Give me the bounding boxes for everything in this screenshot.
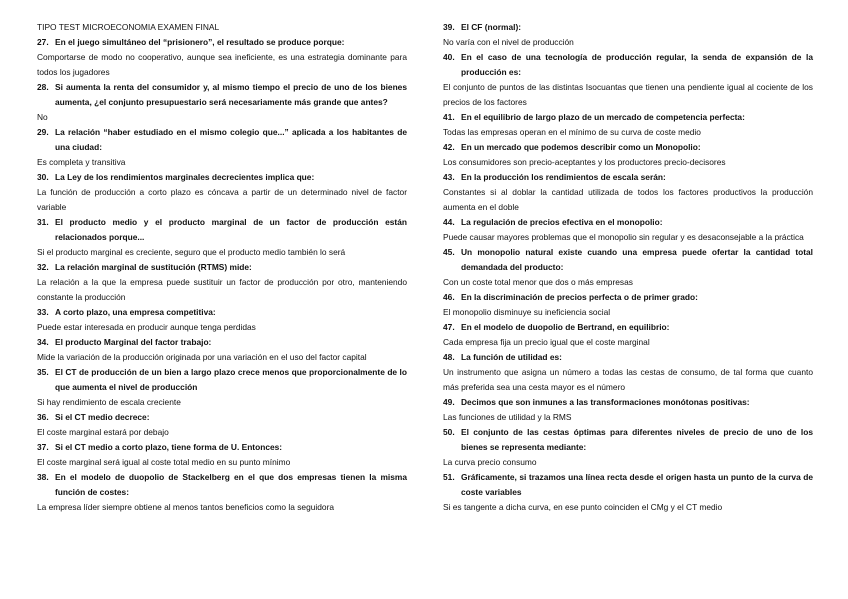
question <box>443 395 813 410</box>
question-number: 38. <box>37 472 49 482</box>
question <box>37 440 407 455</box>
question-text: En la producción los rendimientos de escala serán: <box>461 172 666 182</box>
question <box>443 350 813 365</box>
question-text: Un monopolio natural existe cuando una empresa puede ofertar la cantidad total demandada del producto: <box>461 247 813 272</box>
answer-text: Constantes si al doblar la cantidad utilizada de todos los factores productivos la producción aumenta en el doble <box>443 187 813 212</box>
answer-text: El monopolio disminuye su ineficiencia social <box>443 307 611 317</box>
answer-text: La empresa líder siempre obtiene al menos tantos beneficios como la seguidora <box>37 502 335 512</box>
question <box>37 125 407 155</box>
question <box>37 410 407 425</box>
question-number: 45. <box>443 247 455 257</box>
question-number: 33. <box>37 307 49 317</box>
question <box>443 50 813 80</box>
question <box>37 215 407 245</box>
right-question-list <box>443 20 813 515</box>
left-question-list <box>37 35 407 515</box>
question-text: En la discriminación de precios perfecta o de primer grado: <box>461 292 698 302</box>
question-text: Gráficamente, si trazamos una línea recta desde el origen hasta un punto de la curva de coste variables <box>461 472 813 497</box>
question <box>443 20 813 35</box>
question-text: La relación “haber estudiado en el mismo colegio que...” aplicada a los habitantes de una ciudad: <box>55 127 407 152</box>
question <box>37 305 407 320</box>
question-number: 28. <box>37 82 49 92</box>
answer-text: Si hay rendimiento de escala creciente <box>37 397 181 407</box>
answer-text: El coste marginal estará por debajo <box>37 427 169 437</box>
answer-text: Si el producto marginal es creciente, seguro que el producto medio también lo será <box>37 247 346 257</box>
question-number: 46. <box>443 292 455 302</box>
question <box>443 170 813 185</box>
question <box>443 140 813 155</box>
question-number: 44. <box>443 217 455 227</box>
question <box>37 260 407 275</box>
question-number: 34. <box>37 337 49 347</box>
question-number: 27. <box>37 37 49 47</box>
question-text: Si aumenta la renta del consumidor y, al mismo tiempo el precio de uno de los bienes aumenta, ¿el conjunto presupuestario será necesariamente más grande que antes? <box>55 82 407 107</box>
question-text: En el modelo de duopolio de Bertrand, en equilibrio: <box>461 322 670 332</box>
answer-text: La relación a la que la empresa puede sustituir un factor de producción por otro, manteniendo constante la producción <box>37 277 407 302</box>
answer-text: Con un coste total menor que dos o más empresas <box>443 277 633 287</box>
question-number: 48. <box>443 352 455 362</box>
question-text: En el juego simultáneo del “prisionero”, el resultado se produce porque: <box>55 37 345 47</box>
answer-text: Un instrumento que asigna un número a todas las cestas de consumo, de tal forma que cuanto más preferida sea una cesta mayor es el número <box>443 367 813 392</box>
answer-text: La curva precio consumo <box>443 457 537 467</box>
question-number: 43. <box>443 172 455 182</box>
question-number: 42. <box>443 142 455 152</box>
answer-text: El conjunto de puntos de las distintas Isocuantas que tienen una pendiente igual al cociente de los precios de los factores <box>443 82 813 107</box>
answer-text: El coste marginal será igual al coste total medio en su punto mínimo <box>37 457 291 467</box>
question-text: El producto medio y el producto marginal de un factor de producción están relacionados porque... <box>55 217 407 242</box>
question-number: 36. <box>37 412 49 422</box>
question-number: 50. <box>443 427 455 437</box>
question-number: 49. <box>443 397 455 407</box>
question <box>443 215 813 230</box>
question <box>37 80 407 110</box>
document-title: TIPO TEST MICROECONOMIA EXAMEN FINAL <box>37 22 220 32</box>
question-text: Decimos que son inmunes a las transformaciones monótonas positivas: <box>461 397 750 407</box>
question-text: En un mercado que podemos describir como un Monopolio: <box>461 142 701 152</box>
question <box>443 470 813 500</box>
question-text: El producto Marginal del factor trabajo: <box>55 337 212 347</box>
question-text: El conjunto de las cestas óptimas para diferentes niveles de precio de uno de los bienes se representa mediante: <box>461 427 813 452</box>
answer-text: No <box>37 112 48 122</box>
question <box>443 245 813 275</box>
question-text: La Ley de los rendimientos marginales decrecientes implica que: <box>55 172 315 182</box>
question-text: Si el CT medio a corto plazo, tiene forma de U. Entonces: <box>55 442 283 452</box>
answer-text: Es completa y transitiva <box>37 157 126 167</box>
answer-text: Las funciones de utilidad y la RMS <box>443 412 572 422</box>
answer-text: Los consumidores son precio-aceptantes y los productores precio-decisores <box>443 157 726 167</box>
question-text: A corto plazo, una empresa competitiva: <box>55 307 216 317</box>
question <box>443 320 813 335</box>
answer-text: Si es tangente a dicha curva, en ese punto coinciden el CMg y el CT medio <box>443 502 723 512</box>
question-text: La función de utilidad es: <box>461 352 562 362</box>
answer-text: Comportarse de modo no cooperativo, aunque sea ineficiente, es una estrategia dominante para todos los jugadores <box>37 52 407 77</box>
question-text: La regulación de precios efectiva en el monopolio: <box>461 217 663 227</box>
answer-text: Puede causar mayores problemas que el monopolio sin regular y es desaconsejable a la práctica <box>443 232 804 242</box>
question-number: 31. <box>37 217 49 227</box>
question <box>37 470 407 500</box>
question-number: 37. <box>37 442 49 452</box>
question-text: En el equilibrio de largo plazo de un mercado de competencia perfecta: <box>461 112 745 122</box>
question-text: En el caso de una tecnología de producción regular, la senda de expansión de la producción es: <box>461 52 813 77</box>
question <box>443 110 813 125</box>
answer-text: Mide la variación de la producción originada por una variación en el uso del factor capital <box>37 352 367 362</box>
question-number: 32. <box>37 262 49 272</box>
question-text: En el modelo de duopolio de Stackelberg en el que dos empresas tienen la misma función de costes: <box>55 472 407 497</box>
question-text: La relación marginal de sustitución (RTMS) mide: <box>55 262 252 272</box>
right-column <box>443 20 813 515</box>
question-text: Si el CT medio decrece: <box>55 412 150 422</box>
question-number: 35. <box>37 367 49 377</box>
question <box>37 335 407 350</box>
question <box>443 290 813 305</box>
left-column <box>37 20 407 515</box>
answer-text: Todas las empresas operan en el mínimo de su curva de coste medio <box>443 127 701 137</box>
question-text: El CF (normal): <box>461 22 522 32</box>
answer-text: Cada empresa fija un precio igual que el coste marginal <box>443 337 650 347</box>
question-number: 40. <box>443 52 455 62</box>
question <box>37 35 407 50</box>
question-text: El CT de producción de un bien a largo plazo crece menos que proporcionalmente de lo que aumenta el nivel de producción <box>55 367 407 392</box>
question-number: 29. <box>37 127 49 137</box>
question-number: 41. <box>443 112 455 122</box>
answer-text: No varía con el nivel de producción <box>443 37 574 47</box>
question <box>443 425 813 455</box>
question-number: 30. <box>37 172 49 182</box>
question-number: 51. <box>443 472 455 482</box>
answer-text: La función de producción a corto plazo es cóncava a partir de un determinado nivel de factor variable <box>37 187 407 212</box>
answer-text: Puede estar interesada en producir aunque tenga perdidas <box>37 322 256 332</box>
question-number: 39. <box>443 22 455 32</box>
question <box>37 170 407 185</box>
question-number: 47. <box>443 322 455 332</box>
question <box>37 365 407 395</box>
